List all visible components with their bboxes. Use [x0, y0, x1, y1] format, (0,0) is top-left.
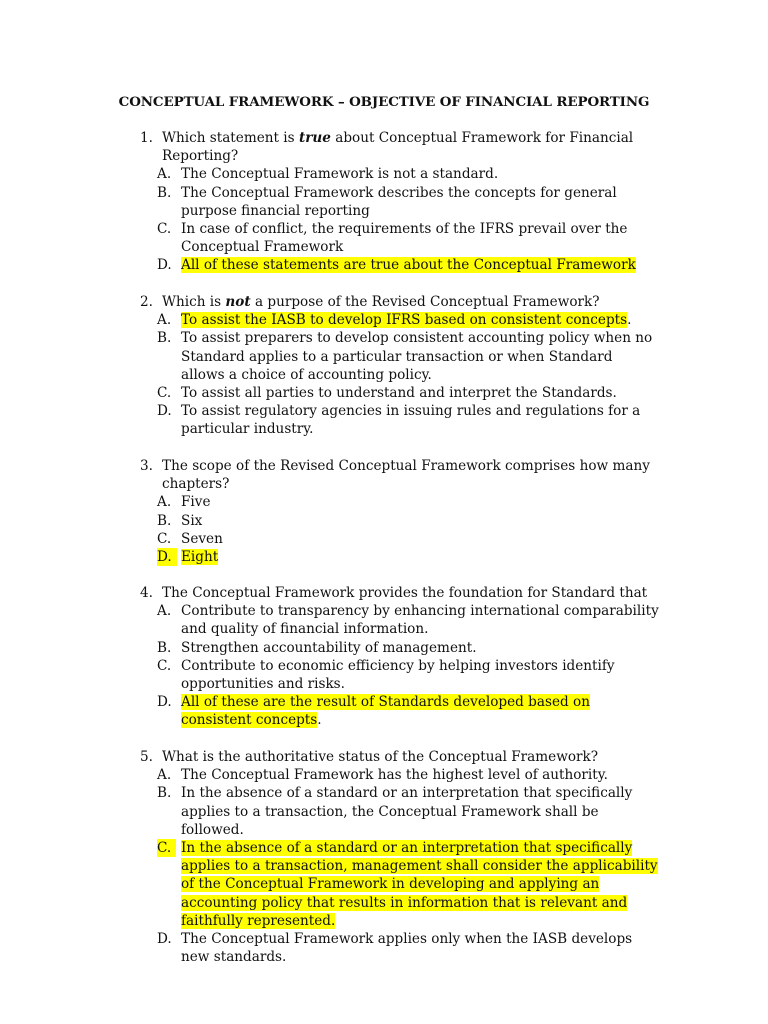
option-text-highlighted: All of these are the result of Standards developed based on consistent concepts: [181, 694, 590, 729]
option-letter: A.: [157, 603, 172, 620]
option-letter: C.: [157, 221, 172, 238]
option-letter: A.: [157, 494, 172, 511]
question-stem: [140, 457, 660, 493]
question-number: 4.: [140, 585, 153, 601]
question-stem: [140, 584, 660, 602]
option: [140, 602, 660, 638]
stem-emphasis: not: [225, 294, 251, 310]
option: [140, 766, 660, 784]
question-number: 3.: [140, 458, 153, 474]
option-text: To assist regulatory agencies in issuing rules and regulations for a particular industry.: [181, 403, 641, 438]
question-1: [140, 129, 660, 275]
option-letter: D.: [157, 931, 172, 948]
option-text-highlighted: In the absence of a standard or an interpretation that specifically applies to a transaction, management shall consider the applicability of the Conceptual Framework in developing and applying an accounting policy that results in information that is relevant and faithfully represented.: [181, 840, 658, 929]
question-number: 2.: [140, 294, 153, 310]
option: [140, 220, 660, 256]
option: [140, 930, 660, 966]
option-text-tail: .: [627, 312, 632, 329]
option-text-tail: .: [317, 712, 322, 729]
option-letter: C.: [157, 530, 172, 547]
option-answer: [140, 311, 660, 329]
stem-text: a purpose of the Revised Conceptual Framework?: [250, 294, 600, 310]
page-title: CONCEPTUAL FRAMEWORK – OBJECTIVE OF FINANCIAL REPORTING: [118, 94, 650, 110]
option-text: The Conceptual Framework applies only when the IASB develops new standards.: [181, 931, 633, 966]
option-text: In the absence of a standard or an interpretation that specifically applies to a transaction, the Conceptual Framework shall be followed.: [181, 785, 633, 838]
option: [140, 165, 660, 183]
option: [140, 493, 660, 511]
option-letter: B.: [157, 639, 172, 656]
question-number: 1.: [140, 130, 153, 146]
option: [140, 402, 660, 438]
question-stem: [140, 129, 660, 165]
question-5: [140, 748, 660, 966]
option-letter: C.: [157, 657, 172, 674]
option-letter: B.: [157, 512, 172, 529]
option-letter: B.: [157, 184, 172, 201]
option-text-highlighted: Eight: [181, 549, 219, 566]
option-text-highlighted: To assist the IASB to develop IFRS based on consistent concepts: [181, 312, 628, 329]
stem-text: Which is: [162, 294, 226, 310]
question-stem: [140, 293, 660, 311]
option-text: To assist all parties to understand and interpret the Standards.: [181, 385, 617, 402]
option-text: Seven: [181, 530, 223, 547]
option-letter: B.: [157, 330, 172, 347]
option-text: To assist preparers to develop consistent accounting policy when no Standard applies to a particular transaction or when Standard allows a choice of accounting policy.: [181, 330, 653, 383]
question-number: 5.: [140, 749, 153, 765]
option: [140, 329, 660, 384]
option-answer: [140, 693, 660, 729]
option: [140, 530, 660, 548]
option-text: Five: [181, 494, 211, 511]
option-answer: [140, 256, 660, 274]
option-text: The Conceptual Framework has the highest level of authority.: [181, 767, 608, 784]
option-text: Six: [181, 512, 203, 529]
question-2: [140, 293, 660, 439]
option: [140, 384, 660, 402]
option-letter: A.: [157, 312, 172, 329]
stem-text: Which statement is: [162, 130, 299, 146]
option-text: In case of conflict, the requirements of the IFRS prevail over the Conceptual Framework: [181, 221, 628, 256]
option: [140, 512, 660, 530]
option-letter: C.: [157, 839, 176, 857]
option-letter: D.: [157, 548, 177, 566]
option: [140, 657, 660, 693]
question-4: [140, 584, 660, 730]
option: [140, 784, 660, 839]
option: [140, 639, 660, 657]
stem-text: What is the authoritative status of the Conceptual Framework?: [162, 749, 599, 765]
option-answer: [140, 839, 660, 930]
option-text: Contribute to economic efficiency by helping investors identify opportunities and risks.: [181, 657, 615, 693]
option-text: The Conceptual Framework is not a standard.: [181, 166, 499, 183]
stem-emphasis: true: [298, 130, 331, 146]
option-letter: C.: [157, 385, 172, 402]
stem-text: The Conceptual Framework provides the foundation for Standard that: [162, 585, 648, 601]
option-text: Contribute to transparency by enhancing international comparability and quality of financial information.: [181, 603, 659, 638]
option-letter: A.: [157, 166, 172, 183]
option-letter: D.: [157, 257, 172, 274]
option-answer: [140, 548, 660, 566]
option-letter: B.: [157, 785, 172, 802]
stem-text: about Conceptual Framework for Financial Reporting?: [162, 130, 634, 165]
option-text-highlighted: All of these statements are true about the Conceptual Framework: [181, 257, 636, 274]
stem-text: The scope of the Revised Conceptual Framework comprises how many chapters?: [162, 458, 650, 493]
option-letter: A.: [157, 767, 172, 784]
option-letter: D.: [157, 403, 172, 420]
option-letter: D.: [157, 694, 172, 711]
option: [140, 184, 660, 220]
option-text: The Conceptual Framework describes the concepts for general purpose financial reporting: [181, 184, 617, 219]
option-text: Strengthen accountability of management.: [181, 639, 477, 656]
question-3: [140, 457, 660, 566]
question-stem: [140, 748, 660, 766]
